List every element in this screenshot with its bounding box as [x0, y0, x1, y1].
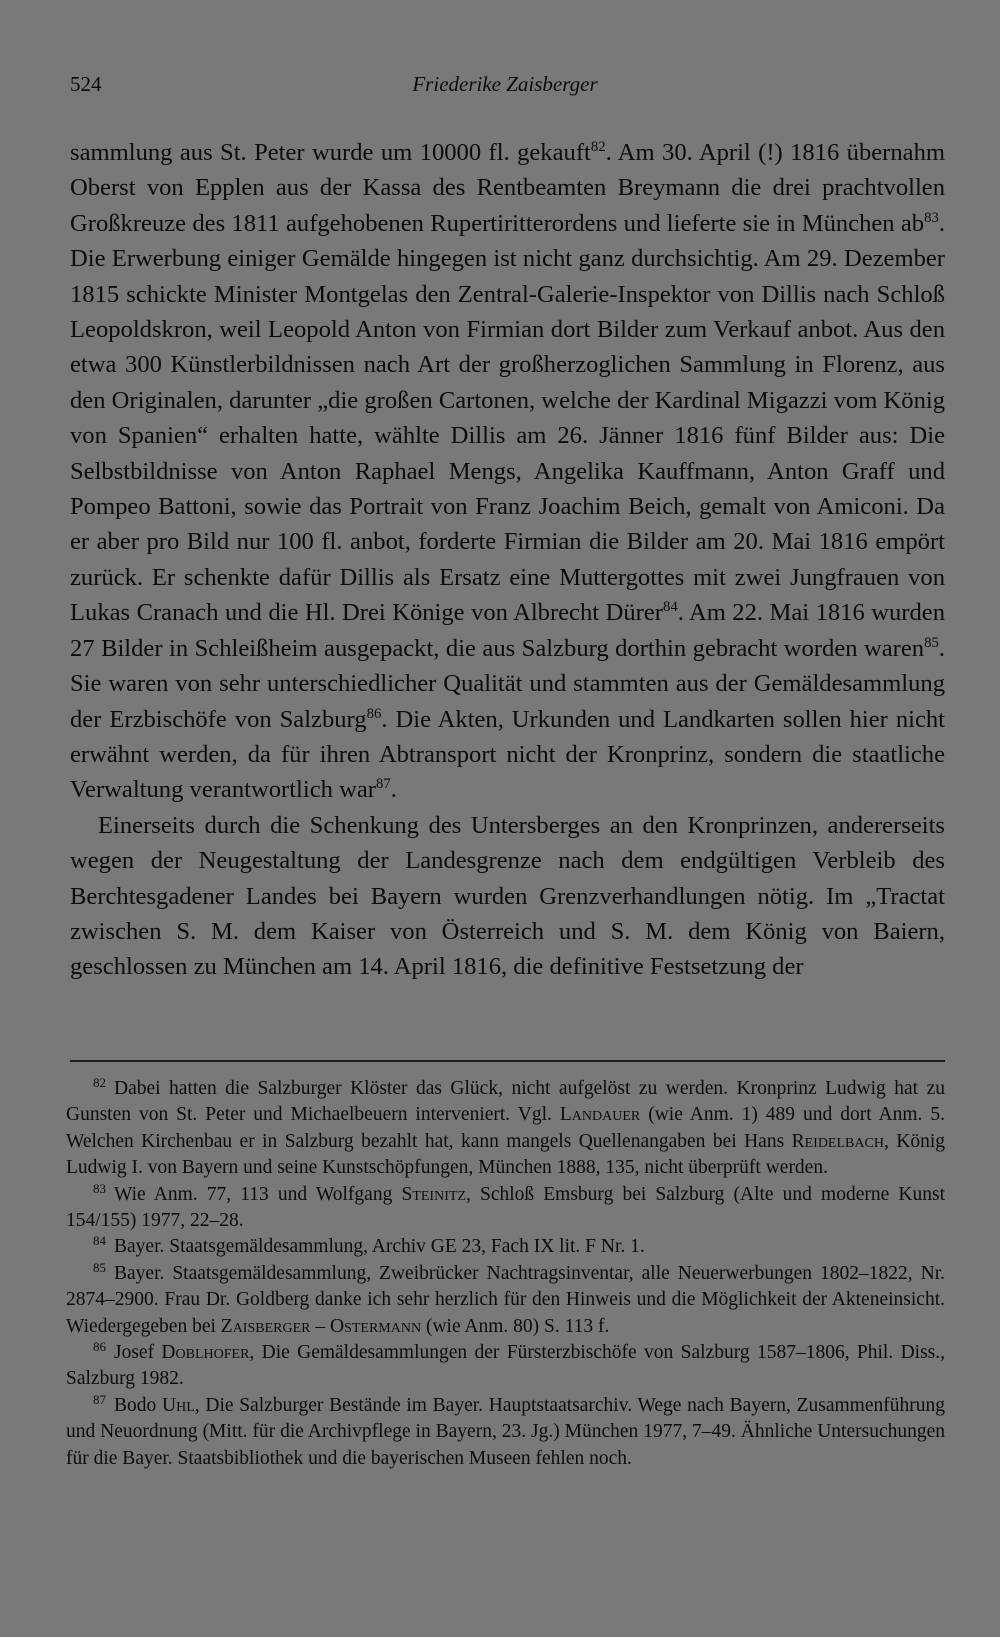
- footnote-ref-82[interactable]: 82: [590, 138, 606, 155]
- footnote-ref-86[interactable]: 86: [366, 705, 382, 722]
- author-name: Uhl: [162, 1394, 195, 1416]
- text-run: sammlung aus St. Peter wurde um 10000 fl. gekauft: [70, 139, 591, 166]
- author-name: Zaisberger: [220, 1315, 311, 1337]
- page-header: [70, 72, 930, 102]
- text-run: . Die Erwerbung einiger Gemälde hingegen ist nicht ganz durchsichtig. Am 29. Dezember 1815 schickte Minister Montgelas den Zentral-Galerie-Inspektor von Dillis nach Schloß Leopoldskron, weil Leopold Anton von Firmian dort Bilder zum Verkauf anbot. Aus den etwa 300 Künstlerbildnissen nach Art der großherzoglichen Sammlung in Florenz, aus den Originalen, darunter „die großen Cartonen, welche der Kardinal Migazzi vom König von Spanien“ erhalten hatte, wählte Dillis am 26. Jänner 1816 fünf Bilder aus: Die Selbstbildnisse von Anton Raphael Mengs, Angelika Kauffmann, Anton Graff und Pompeo Battoni, sowie das Portrait von Franz Joachim Beich, gemalt von Amiconi. Da er aber pro Bild nur 100 fl. anbot, forderte Firmian die Bilder am 20. Mai 1816 empört zurück. Er schenkte dafür Dillis als Ersatz eine Muttergottes mit zwei Jungfrauen von Lukas Cranach und die Hl. Drei Könige von Albrecht Dürer: [70, 209, 945, 627]
- footnote-text: –: [310, 1315, 330, 1337]
- footnote-text: Bayer. Staatsgemäldesammlung, Zweibrücker Nachtragsinventar, alle Neuerwerbungen 1802–1822, Nr. 2874–2900. Frau Dr. Goldberg danke ich sehr herzlich für den Hinweis und die Möglichkeit der Akteneinsicht. Wiedergegeben bei: [66, 1262, 945, 1337]
- author-name: Doblhofer: [161, 1342, 250, 1364]
- footnote-text: Bodo: [114, 1394, 162, 1416]
- footnote-84: 84 Bayer. Staatsgemäldesammlung, Archiv GE 23, Fach IX lit. F Nr. 1.: [93, 1233, 645, 1258]
- footnote-text: (wie Anm. 1) 489 und dort Anm. 5. Welchen Kirchenbau er in Salzburg bezahlt hat, kann mangels Quellenangaben bei Hans: [66, 1104, 945, 1152]
- text-run: .: [390, 776, 397, 804]
- text-run: . Am 30. April (!) 1816 übernahm Oberst von Epplen aus der Kassa des Rentbeamten Breymann die drei prachtvollen Großkreuze des 1811 aufgehobenen Rupertiritterordens und lieferte sie in München ab: [70, 139, 946, 237]
- page-number: 524: [70, 72, 102, 96]
- footnote-text: , Schloß Emsburg bei Salzburg (Alte und moderne Kunst 154/155) 1977, 22–28.: [66, 1183, 945, 1232]
- main-text: [70, 135, 945, 985]
- text-run: . Die Akten, Urkunden und Landkarten sollen hier nicht erwähnt werden, da für ihren Abtransport nicht der Kronprinz, sondern die staatliche Verwaltung verantwortlich war: [70, 705, 945, 804]
- paragraph-1: [70, 135, 945, 808]
- author-name: Landauer: [559, 1104, 641, 1126]
- footnote-ref-83[interactable]: 83: [924, 209, 939, 226]
- text-run: . Am 22. Mai 1816 wurden 27 Bilder in Schleißheim ausgepackt, die aus Salzburg dorthin gebracht worden waren: [70, 599, 945, 662]
- footnote-separator: [70, 1060, 945, 1062]
- author-name: Reidelbach: [791, 1130, 884, 1152]
- footnote-87: 87 Bodo Uhl, Die Salzburger Bestände im Bayer. Hauptstaatsarchiv. Wege nach Bayern, Zusammenführung und Neuordnung (Mitt. für die Archivpflege in Bayern, 23. Jg.) München 1977, 7–49. Ähnliche Untersuchungen für die Bayer. Staatsbibliothek und die bayerischen Museen fehlen noch.: [66, 1391, 945, 1469]
- footnote-82: 82 Dabei hatten die Salzburger Klöster das Glück, nicht aufgelöst zu werden. Kronprinz Ludwig hat zu Gunsten von St. Peter und Michaelbeuern interveniert. Vgl. Landauer (wie Anm. 1) 489 und dort Anm. 5. Welchen Kirchenbau er in Salzburg bezahlt hat, kann mangels Quellenangaben bei Hans Reidelbach, König Ludwig I. von Bayern und seine Kunstschöpfungen, München 1888, 135, nicht überprüft werden.: [66, 1075, 945, 1179]
- footnote-text: , König Ludwig I. von Bayern und seine Kunstschöpfungen, München 1888, 135, nicht überprüft werden.: [66, 1130, 945, 1179]
- text-run: . Sie waren von sehr unterschiedlicher Qualität und stammten aus der Gemäldesammlung der Erzbischöfe von Salzburg: [70, 634, 945, 733]
- author-name: Ostermann: [329, 1315, 422, 1337]
- footnote-ref-87[interactable]: 87: [375, 776, 391, 793]
- running-head: Friederike Zaisberger: [412, 72, 598, 96]
- footnote-text: Dabei hatten die Salzburger Klöster das Glück, nicht aufgelöst zu werden. Kronprinz Ludwig hat zu Gunsten von St. Peter und Michaelbeuern interveniert. Vgl.: [66, 1078, 945, 1126]
- footnote-ref-84[interactable]: 84: [662, 599, 678, 616]
- paragraph-2: Einerseits durch die Schenkung des Untersberges an den Kronprinzen, andererseits wegen der Neugestaltung der Landesgrenze nach dem endgültigen Verbleib des Berchtesgadener Landes bei Bayern wurden Grenzverhandlungen nötig. Im „Tractat zwischen S. M. dem Kaiser von Österreich und S. M. dem König von Baiern, geschlossen zu München am 14. April 1816, die definitive Festsetzung der: [70, 811, 945, 981]
- footnote-text: Bayer. Staatsgemäldesammlung, Archiv GE 23, Fach IX lit. F Nr. 1.: [114, 1236, 645, 1258]
- footnote-text: Josef: [114, 1342, 162, 1364]
- author-name: Steinitz: [401, 1183, 466, 1205]
- footnote-86: 86 Josef Doblhofer, Die Gemäldesammlungen der Fürsterzbischöfe von Salzburg 1587–1806, Phil. Diss., Salzburg 1982.: [66, 1339, 945, 1390]
- footnote-ref-85[interactable]: 85: [924, 634, 939, 651]
- footnotes: [66, 1076, 945, 1472]
- footnote-text: Wie Anm. 77, 113 und Wolfgang: [114, 1183, 402, 1205]
- footnote-83: 83 Wie Anm. 77, 113 und Wolfgang Steinitz, Schloß Emsburg bei Salzburg (Alte und moderne Kunst 154/155) 1977, 22–28.: [66, 1180, 945, 1232]
- footnote-text: (wie Anm. 80) S. 113 f.: [421, 1315, 610, 1337]
- footnote-text: , Die Salzburger Bestände im Bayer. Hauptstaatsarchiv. Wege nach Bayern, Zusammenführung und Neuordnung (Mitt. für die Archivpflege in Bayern, 23. Jg.) München 1977, 7–49. Ähnliche Untersuchungen für die Bayer. Staatsbibliothek und die bayerischen Museen fehlen noch.: [66, 1394, 945, 1469]
- footnote-text: , Die Gemäldesammlungen der Fürsterzbischöfe von Salzburg 1587–1806, Phil. Diss., Salzburg 1982.: [66, 1342, 945, 1390]
- footnote-85: 85 Bayer. Staatsgemäldesammlung, Zweibrücker Nachtragsinventar, alle Neuerwerbungen 1802–1822, Nr. 2874–2900. Frau Dr. Goldberg danke ich sehr herzlich für den Hinweis und die Möglichkeit der Akteneinsicht. Wiedergegeben bei Zaisberger – Ostermann (wie Anm. 80) S. 113 f.: [66, 1259, 945, 1337]
